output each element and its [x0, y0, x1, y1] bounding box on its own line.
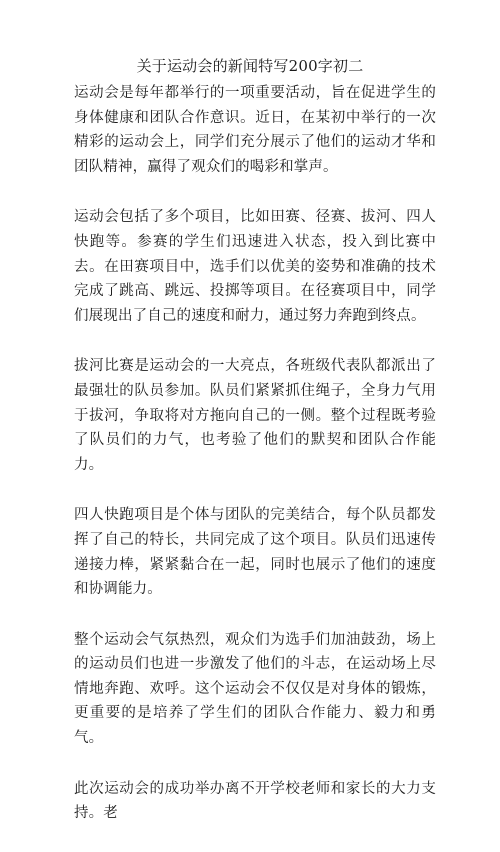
document-title: 关于运动会的新闻特写200字初二 [136, 57, 364, 75]
document-body [74, 81, 436, 852]
paragraph-4: 四人快跑项目是个体与团队的完美结合，每个队员都发挥了自己的特长，共同完成了这个项目。队员们迅速传递接力棒，紧紧黏合在一起，同时也展示了他们的速度和协调能力。 [74, 507, 436, 598]
paragraph-5: 整个运动会气氛热烈，观众们为选手们加油鼓劲，场上的运动员们也进一步激发了他们的斗志，在运动场上尽情地奔跑、欢呼。这个运动会不仅仅是对身体的锻炼，更重要的是培养了学生们的团队合作能力、毅力和勇气。 [74, 631, 436, 747]
paragraph-2: 运动会包括了多个项目，比如田赛、径赛、拔河、四人快跑等。参赛的学生们迅速进入状态，投入到比赛中去。在田赛项目中，选手们以优美的姿势和准确的技术完成了跳高、跳远、投掷等项目。在径赛项目中，同学们展现出了自己的速度和耐力，通过努力奔跑到终点。 [74, 209, 436, 324]
paragraph-6: 此次运动会的成功举办离不开学校老师和家长的大力支持。老 [74, 780, 436, 822]
paragraph-3: 拔河比赛是运动会的一大亮点，各班级代表队都派出了最强壮的队员参加。队员们紧紧抓住绳子，全身力气用于拔河，争取将对方拖向自己的一侧。整个过程既考验了队员们的力气，也考验了他们的默契和团队合作能力。 [74, 358, 436, 473]
paragraph-1: 运动会是每年都举行的一项重要活动，旨在促进学生的身体健康和团队合作意识。近日，在某初中举行的一次精彩的运动会上，同学们充分展示了他们的运动才华和团队精神，赢得了观众们的喝彩和掌声。 [74, 85, 436, 175]
